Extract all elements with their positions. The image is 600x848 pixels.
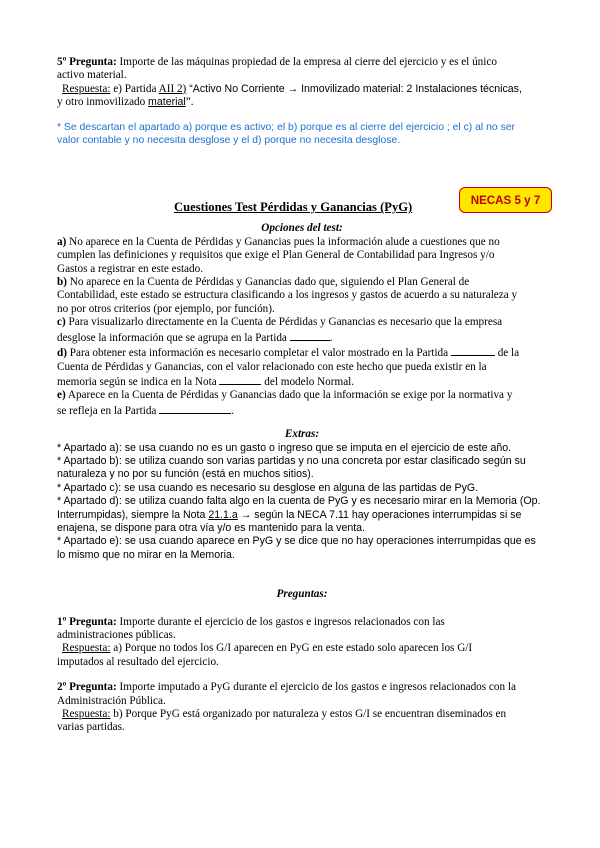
extras-list (57, 442, 547, 563)
option-d-line-3 (57, 374, 547, 389)
extras-line-4: * Apartado c): se usa cuando es necesario su desglose en alguna de las partidas de PyG. (57, 481, 479, 494)
q2-line-1 (57, 681, 547, 694)
q5-line-2: activo material. (57, 69, 127, 82)
q5-answer-label: Respuesta: (62, 82, 111, 95)
option-a-label: a) (57, 235, 67, 248)
extras-note-ref: 21.1.a (208, 508, 238, 521)
q1-line-1 (57, 616, 547, 629)
q2-text: Importe imputado a PyG durante el ejercicio de los gastos e ingresos relacionados con la (116, 681, 516, 694)
option-d-blank-1 (451, 345, 495, 356)
q1-line-2: administraciones públicas. (57, 629, 176, 641)
option-d-line-2: Cuenta de Pérdidas y Ganancias, con el valor relacionado con este hecho que pueda existir en la (57, 360, 487, 373)
q5-answer-text-b: “Activo No Corriente → Inmovilizado material: 2 Instalaciones técnicas, (186, 82, 522, 95)
option-e-end: . (231, 404, 234, 417)
option-c-label: c) (57, 316, 66, 329)
extras-line-2: * Apartado b): se utiliza cuando son varias partidas y no una concreta por estar clasificado según su (57, 454, 526, 467)
q2-answer-line-2: varias partidas. (57, 721, 125, 734)
option-e-blank (159, 403, 231, 414)
extras-line-6 (57, 509, 547, 522)
q5-text: Importe de las máquinas propiedad de la empresa al cierre del ejercicio y es el único (116, 56, 497, 68)
option-c-blank (290, 330, 330, 341)
necas-badge: NECAS 5 y 7 (459, 187, 552, 213)
q5-answer-end: ”. (185, 96, 194, 109)
q2-answer-text: b) Porque PyG está organizado por naturaleza y estos G/I se encuentran diseminados en (110, 708, 507, 721)
questions-heading: Preguntas: (276, 588, 328, 601)
q1-label: 1º Pregunta: (57, 615, 117, 628)
option-c-line-1 (57, 316, 547, 329)
option-d-end-3: del modelo Normal. (261, 375, 355, 388)
option-d-end-1: de la (494, 347, 520, 360)
q5-answer-line-1 (57, 83, 547, 96)
q5-answer-line-2 (57, 96, 547, 109)
option-a-line-2: cumplen las definiciones y requisitos que exige el Plan General de Contabilidad para Ingresos y/o (57, 249, 495, 262)
section-header (57, 195, 547, 217)
q1-answer-text: a) Porque no todos los G/I aparecen en PyG en este estado solo aparecen los G/I (110, 642, 473, 655)
option-b-line-3: no por otros criterios (por ejemplo, por función). (57, 302, 275, 315)
document-page (57, 56, 547, 735)
q5-note-line-2: valor contable y no necesita desglose y el d) porque no necesita desglose. (57, 135, 401, 147)
option-e-line-2 (57, 403, 547, 418)
option-b-text: No aparece en la Cuenta de Pérdidas y Ganancias dado que, siguiendo el Plan General de (66, 276, 470, 289)
q5-label: 5º Pregunta: (57, 56, 117, 68)
extras-line-8: * Apartado e): se usa cuando aparece en PyG y se dice que no hay operaciones interrumpidas que es (57, 535, 536, 548)
q5-answer-text: e) Partida (110, 82, 159, 95)
option-a-line-1 (57, 236, 547, 249)
option-d-line-1 (57, 345, 547, 360)
extras-line-1: * Apartado a): se usa cuando no es un gasto o ingreso que se imputa en el ejercicio de este año. (57, 441, 512, 454)
extras-line-5: * Apartado d): se utiliza cuando falta algo en la cuenta de PyG y es necesario mirar en la Memoria (Op. (57, 495, 541, 508)
q5-note-line-1: * Se descartan el apartado a) porque es activo; el b) porque es al cierre del ejercicio ; el c) al no ser (57, 121, 516, 133)
extras-line-7: enajena, se dispone para otra vía y/o es mantenido para la venta. (57, 521, 366, 534)
option-b-line-2: Contabilidad, este estado se estructura clasificando a los ingresos y gastos de acuerdo a su naturaleza y (57, 289, 518, 302)
option-e-text-2: se refleja en la Partida (57, 404, 157, 417)
option-b-label: b) (57, 276, 67, 289)
section-title: Cuestiones Test Pérdidas y Ganancias (PyG) (174, 200, 413, 215)
extras-line-9: lo mismo que no mirar en la Memoria. (57, 548, 235, 561)
q5-line-1 (57, 56, 547, 69)
option-d-blank-2 (219, 374, 261, 385)
q1-answer-line-1 (57, 642, 547, 655)
option-c-text-2: desglose la información que se agrupa en la Partida (57, 331, 287, 344)
option-b-line-1 (57, 276, 547, 289)
option-e-text: Aparece en la Cuenta de Pérdidas y Ganancias dado que la información se exige por la normativa y (65, 389, 513, 402)
option-d-text: Para obtener esta información es necesario completar el valor mostrado en la Partida (66, 347, 449, 360)
q1-answer-label: Respuesta: (62, 642, 111, 655)
option-e-line-1 (57, 389, 547, 402)
extras-line-3: naturaleza y no por su función (está en muchos sitios). (57, 468, 314, 481)
extras-line-6-text: Interrumpidas), siempre la Nota (57, 508, 209, 521)
q1-answer-line-2: imputados al resultado del ejercicio. (57, 655, 219, 668)
q5-answer-word: material (148, 96, 186, 109)
option-d-text-3: memoria según se indica en la Nota (57, 375, 217, 388)
option-c-end: . (329, 331, 333, 344)
option-e-label: e) (57, 389, 66, 402)
q2-answer-label: Respuesta: (62, 708, 111, 721)
q2-answer-line-1 (57, 708, 547, 721)
extras-line-6-text-b: → según la NECA 7.11 hay operaciones interrumpidas si se (237, 508, 522, 521)
option-c-text: Para visualizarlo directamente en la Cuenta de Pérdidas y Ganancias es necesario que la empresa (65, 316, 503, 329)
q1-text: Importe durante el ejercicio de los gastos e ingresos relacionados con las (116, 615, 445, 628)
options-heading: Opciones del test: (261, 222, 343, 235)
option-a-line-3: Gastos a registrar en este estado. (57, 262, 204, 275)
extras-heading: Extras: (284, 428, 320, 441)
option-a-text: No aparece en la Cuenta de Pérdidas y Ganancias pues la información alude a cuestiones que no (66, 235, 500, 248)
q5-answer-ref: AII 2) (158, 82, 187, 95)
q2-line-2: Administración Pública. (57, 694, 166, 707)
option-d-label: d) (57, 347, 67, 360)
option-c-line-2 (57, 330, 547, 345)
q2-label: 2º Pregunta: (57, 681, 117, 694)
q5-answer-text-c: y otro inmovilizado (57, 96, 149, 109)
